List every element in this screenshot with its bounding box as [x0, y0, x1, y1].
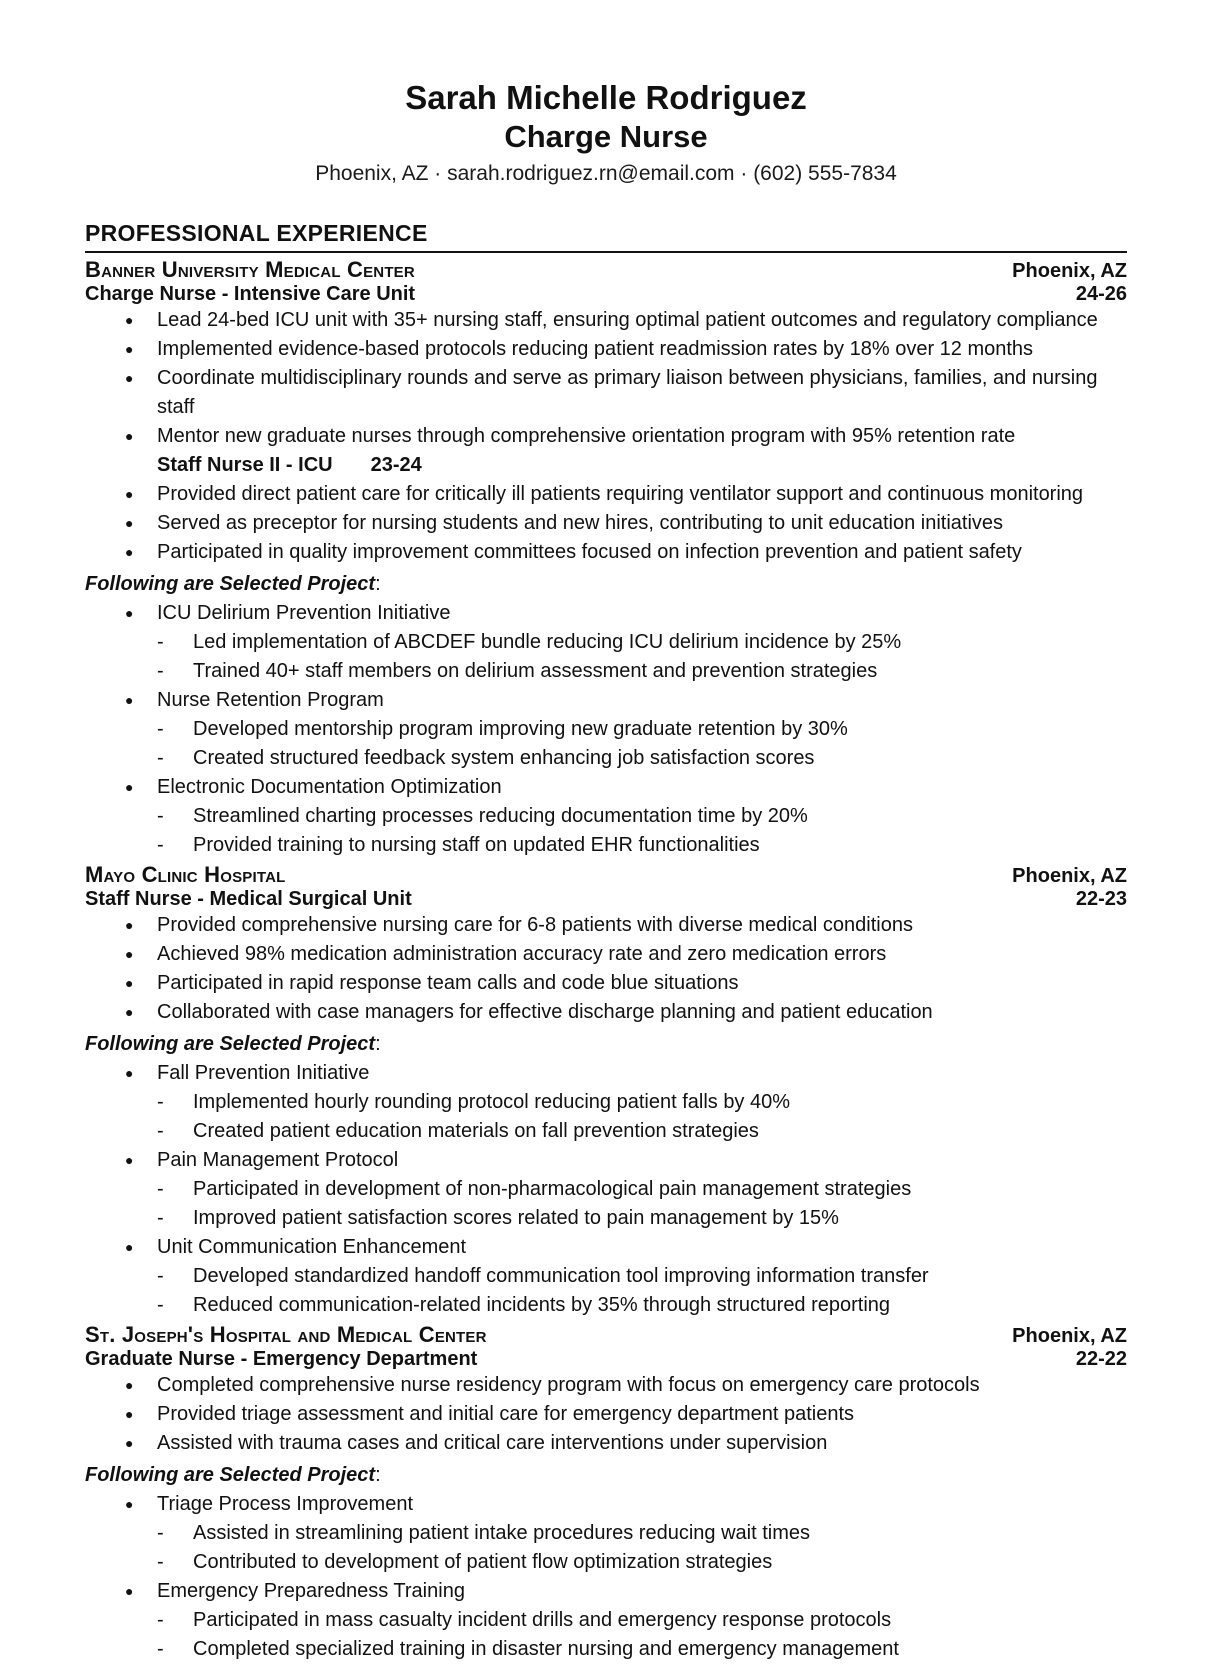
- job-entry: [85, 257, 1127, 860]
- bullet-item: [85, 1429, 1127, 1458]
- bullet-item: [85, 1371, 1127, 1400]
- bullet-item: [85, 940, 1127, 969]
- bullet-text: Electronic Documentation Optimization: [157, 776, 502, 799]
- bullet-icon: ●: [125, 692, 134, 709]
- bullet-item: [85, 773, 1127, 802]
- person-job-title: Charge Nurse: [504, 119, 708, 155]
- bullet-item: [85, 480, 1127, 509]
- dash-text: Created patient education materials on fall prevention strategies: [193, 1120, 759, 1143]
- bullet-item: [85, 969, 1127, 998]
- dash-text: Participated in development of non-pharmacological pain management strategies: [193, 1178, 912, 1201]
- projects-heading-text: Following are Selected Project: [85, 1033, 376, 1056]
- bullet-text: Lead 24-bed ICU unit with 35+ nursing staff, ensuring optimal patient outcomes and regulatory compliance: [157, 309, 1098, 332]
- bullet-item: [85, 422, 1127, 451]
- job-entry: [85, 1322, 1127, 1664]
- dash-item: [85, 1548, 1127, 1577]
- bullet-item: [85, 509, 1127, 538]
- section-heading-professional-experience: PROFESSIONAL EXPERIENCE: [85, 220, 1127, 253]
- bullet-text: Provided direct patient care for critically ill patients requiring ventilator support and continuous monitoring: [157, 483, 1084, 506]
- dash-icon: -: [157, 1207, 164, 1230]
- bullet-icon: ●: [125, 946, 134, 963]
- company-location: Phoenix, AZ: [1012, 865, 1127, 888]
- bullet-item: [85, 364, 1127, 422]
- projects-heading-colon: :: [375, 573, 381, 596]
- dash-item: [85, 1291, 1127, 1320]
- dash-item: [85, 1519, 1127, 1548]
- dash-text: Developed standardized handoff communication tool improving information transfer: [193, 1265, 929, 1288]
- dash-text: Trained 40+ staff members on delirium assessment and prevention strategies: [193, 660, 878, 683]
- dash-icon: -: [157, 1120, 164, 1143]
- bullet-text: Participated in quality improvement committees focused on infection prevention and patient safety: [157, 541, 1022, 564]
- bullet-icon: ●: [125, 1583, 134, 1600]
- bullet-icon: ●: [125, 544, 134, 561]
- jobs-list: [85, 257, 1127, 1664]
- subrole-line: [85, 451, 1127, 480]
- dash-text: Provided training to nursing staff on updated EHR functionalities: [193, 834, 760, 857]
- role-dates: 22-22: [1075, 1348, 1127, 1371]
- bullet-icon: ●: [125, 1152, 134, 1169]
- bullet-icon: ●: [125, 1496, 134, 1513]
- dash-item: [85, 1175, 1127, 1204]
- bullet-text: Mentor new graduate nurses through comprehensive orientation program with 95% retention rate: [157, 425, 1016, 448]
- dash-icon: -: [157, 660, 164, 683]
- bullet-text: Assisted with trauma cases and critical care interventions under supervision: [157, 1432, 828, 1455]
- dash-text: Assisted in streamlining patient intake procedures reducing wait times: [193, 1522, 810, 1545]
- role-dates: 24-26: [1075, 283, 1127, 306]
- dash-item: [85, 628, 1127, 657]
- bullet-item: [85, 998, 1127, 1027]
- bullet-item: [85, 686, 1127, 715]
- dash-text: Reduced communication-related incidents by 35% through structured reporting: [193, 1294, 891, 1317]
- bullet-text: Provided comprehensive nursing care for 6-8 patients with diverse medical conditions: [157, 914, 913, 937]
- projects-heading-text: Following are Selected Project: [85, 573, 376, 596]
- bullet-text: Unit Communication Enhancement: [157, 1236, 467, 1259]
- dash-item: [85, 715, 1127, 744]
- bullet-text: Triage Process Improvement: [157, 1493, 414, 1516]
- dash-item: [85, 1635, 1127, 1664]
- role-title: Staff Nurse - Medical Surgical Unit: [85, 888, 412, 911]
- contact-line: Phoenix, AZ · sarah.rodriguez.rn@email.com · (602) 555-7834: [315, 162, 897, 186]
- dash-icon: -: [157, 747, 164, 770]
- dash-item: [85, 1262, 1127, 1291]
- bullet-text: Nurse Retention Program: [157, 689, 384, 712]
- bullet-item: [85, 1400, 1127, 1429]
- dash-text: Created structured feedback system enhancing job satisfaction scores: [193, 747, 815, 770]
- dash-icon: -: [157, 1638, 164, 1661]
- dash-icon: -: [157, 1178, 164, 1201]
- dash-icon: -: [157, 1091, 164, 1114]
- bullet-text: ICU Delirium Prevention Initiative: [157, 602, 451, 625]
- dash-item: [85, 1606, 1127, 1635]
- bullet-icon: ●: [125, 428, 134, 445]
- projects-list: [85, 1059, 1127, 1320]
- bullet-item: [85, 599, 1127, 628]
- bullet-icon: ●: [125, 779, 134, 796]
- job-items: [85, 1371, 1127, 1458]
- bullet-text: Participated in rapid response team calls and code blue situations: [157, 972, 739, 995]
- dash-icon: -: [157, 718, 164, 741]
- bullet-icon: ●: [125, 1435, 134, 1452]
- bullet-icon: ●: [125, 605, 134, 622]
- bullet-item: [85, 911, 1127, 940]
- dash-icon: -: [157, 1522, 164, 1545]
- bullet-item: [85, 1233, 1127, 1262]
- bullet-item: [85, 538, 1127, 567]
- dash-item: [85, 657, 1127, 686]
- resume-header: [85, 78, 1127, 186]
- dash-icon: -: [157, 1551, 164, 1574]
- projects-list: [85, 599, 1127, 860]
- dash-icon: -: [157, 805, 164, 828]
- projects-heading: [85, 1461, 1127, 1490]
- dash-item: [85, 744, 1127, 773]
- company-location: Phoenix, AZ: [1012, 260, 1127, 283]
- bullet-item: [85, 1059, 1127, 1088]
- role-dates: 22-23: [1075, 888, 1127, 911]
- bullet-text: Fall Prevention Initiative: [157, 1062, 370, 1085]
- company-row: [85, 862, 1127, 888]
- dash-item: [85, 831, 1127, 860]
- bullet-icon: ●: [125, 515, 134, 532]
- dash-item: [85, 1117, 1127, 1146]
- role-row: [85, 283, 1127, 306]
- bullet-text: Completed comprehensive nurse residency program with focus on emergency care protocols: [157, 1374, 980, 1397]
- role-title: Graduate Nurse - Emergency Department: [85, 1348, 478, 1371]
- dash-icon: -: [157, 631, 164, 654]
- dash-icon: -: [157, 1265, 164, 1288]
- person-name: Sarah Michelle Rodriguez: [405, 79, 807, 116]
- bullet-icon: ●: [125, 917, 134, 934]
- dash-text: Developed mentorship program improving new graduate retention by 30%: [193, 718, 848, 741]
- job-entry: [85, 862, 1127, 1320]
- bullet-icon: ●: [125, 341, 134, 358]
- company-name: Banner University Medical Center: [85, 257, 415, 283]
- bullet-text: Provided triage assessment and initial care for emergency department patients: [157, 1403, 855, 1426]
- bullet-text: Achieved 98% medication administration accuracy rate and zero medication errors: [157, 943, 887, 966]
- bullet-item: [85, 306, 1127, 335]
- bullet-icon: ●: [125, 1377, 134, 1394]
- bullet-item: [85, 1490, 1127, 1519]
- dash-text: Implemented hourly rounding protocol reducing patient falls by 40%: [193, 1091, 791, 1114]
- dash-text: Streamlined charting processes reducing documentation time by 20%: [193, 805, 808, 828]
- bullet-icon: ●: [125, 370, 134, 387]
- dash-item: [85, 802, 1127, 831]
- bullet-icon: ●: [125, 312, 134, 329]
- job-items: [85, 911, 1127, 1027]
- company-row: [85, 257, 1127, 283]
- bullet-text: Emergency Preparedness Training: [157, 1580, 465, 1603]
- projects-heading: [85, 1030, 1127, 1059]
- role-row: [85, 1348, 1127, 1371]
- dash-text: Led implementation of ABCDEF bundle reducing ICU delirium incidence by 25%: [193, 631, 902, 654]
- bullet-icon: ●: [125, 1406, 134, 1423]
- job-items: [85, 306, 1127, 567]
- projects-heading-colon: :: [375, 1033, 381, 1056]
- bullet-text: Pain Management Protocol: [157, 1149, 399, 1172]
- bullet-item: [85, 1577, 1127, 1606]
- bullet-icon: ●: [125, 1004, 134, 1021]
- dash-icon: -: [157, 1294, 164, 1317]
- bullet-icon: ●: [125, 1239, 134, 1256]
- subrole-title: Staff Nurse II - ICU: [157, 454, 333, 477]
- bullet-item: [85, 1146, 1127, 1175]
- projects-heading-colon: :: [375, 1464, 381, 1487]
- company-location: Phoenix, AZ: [1012, 1325, 1127, 1348]
- role-title: Charge Nurse - Intensive Care Unit: [85, 283, 416, 306]
- dash-icon: -: [157, 834, 164, 857]
- dash-text: Contributed to development of patient flow optimization strategies: [193, 1551, 773, 1574]
- projects-heading-text: Following are Selected Project: [85, 1464, 376, 1487]
- subrole-dates: 23-24: [370, 454, 422, 477]
- bullet-text: Implemented evidence-based protocols reducing patient readmission rates by 18% over 12 months: [157, 338, 1034, 361]
- role-row: [85, 888, 1127, 911]
- bullet-text: Collaborated with case managers for effective discharge planning and patient education: [157, 1001, 933, 1024]
- bullet-text: Served as preceptor for nursing students and new hires, contributing to unit education initiatives: [157, 512, 1004, 535]
- dash-text: Participated in mass casualty incident drills and emergency response protocols: [193, 1609, 892, 1632]
- dash-item: [85, 1204, 1127, 1233]
- projects-list: [85, 1490, 1127, 1664]
- dash-icon: -: [157, 1609, 164, 1632]
- bullet-text: Coordinate multidisciplinary rounds and serve as primary liaison between physicians, families, and nursing staff: [157, 367, 1098, 419]
- bullet-icon: ●: [125, 1065, 134, 1082]
- dash-text: Completed specialized training in disaster nursing and emergency management: [193, 1638, 899, 1661]
- bullet-icon: ●: [125, 975, 134, 992]
- dash-text: Improved patient satisfaction scores related to pain management by 15%: [193, 1207, 839, 1230]
- bullet-item: [85, 335, 1127, 364]
- projects-heading: [85, 570, 1127, 599]
- company-name: St. Joseph's Hospital and Medical Center: [85, 1322, 487, 1348]
- company-row: [85, 1322, 1127, 1348]
- dash-item: [85, 1088, 1127, 1117]
- bullet-icon: ●: [125, 486, 134, 503]
- company-name: Mayo Clinic Hospital: [85, 862, 286, 888]
